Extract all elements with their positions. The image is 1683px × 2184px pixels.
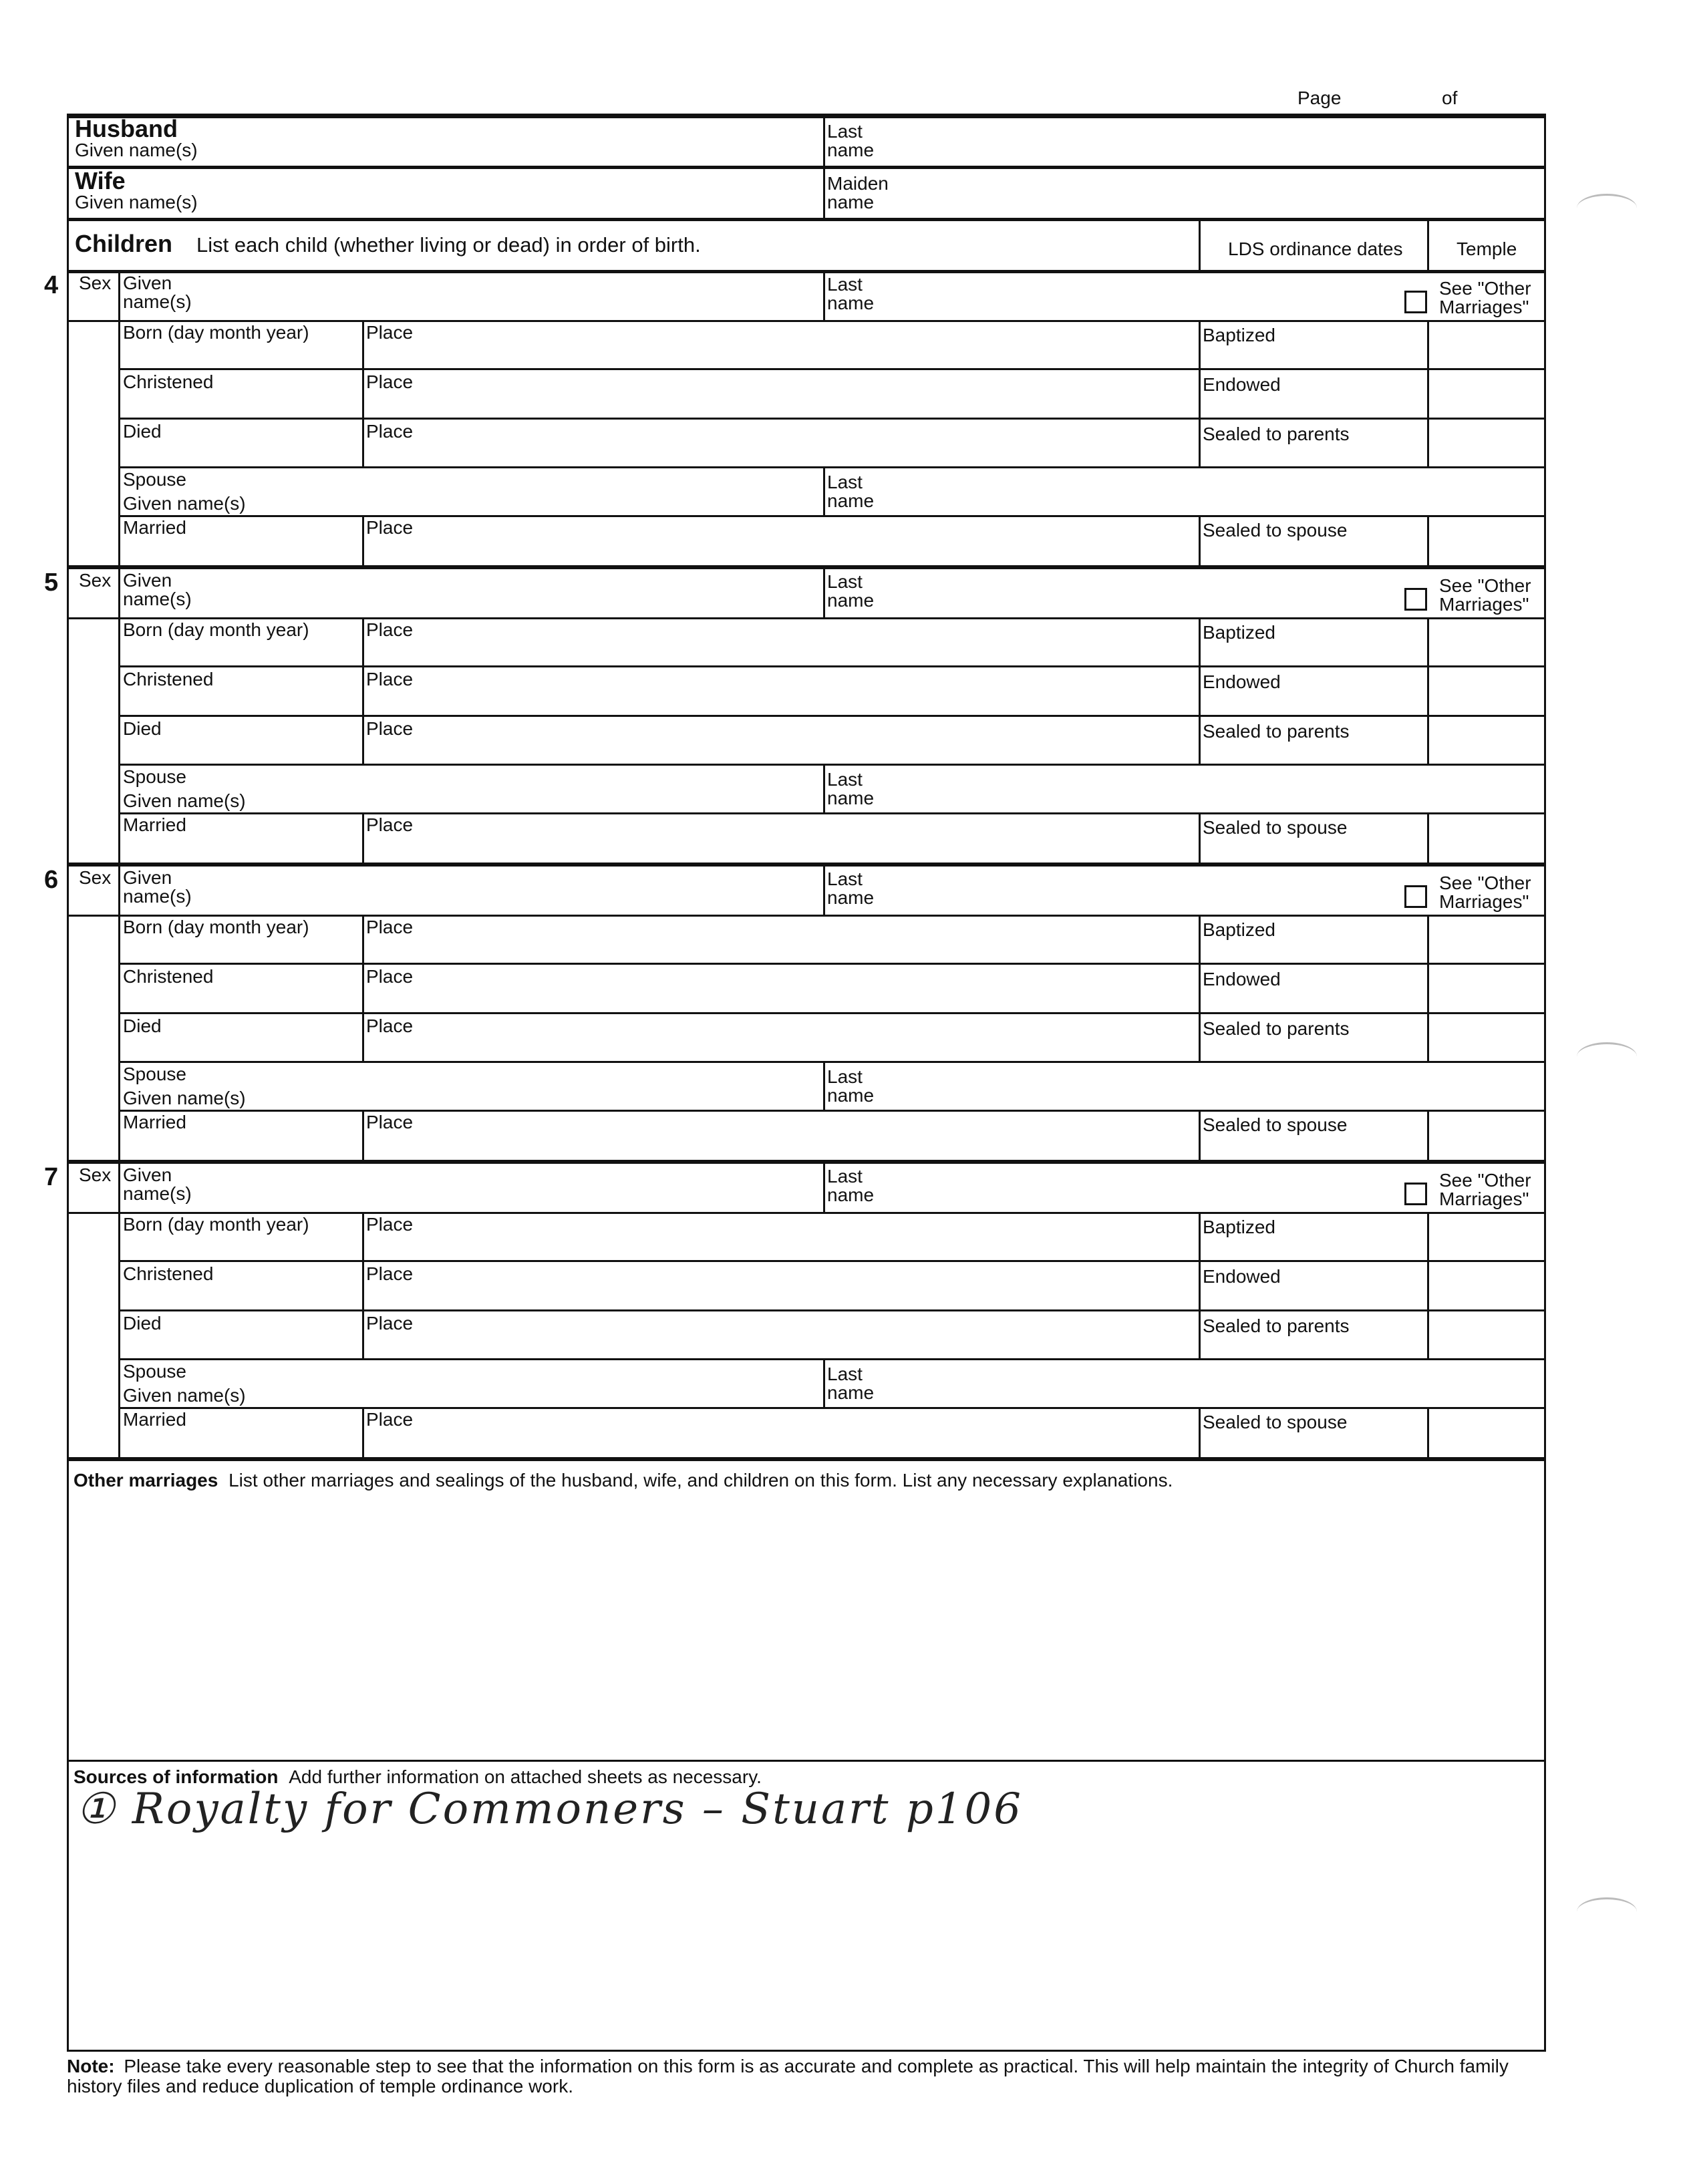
- children-instruction: List each child (whether living or dead) in order of birth.: [196, 233, 701, 257]
- see-other-marriages-checkbox[interactable]: [1404, 1183, 1427, 1205]
- spouse-last-label: Last: [827, 472, 863, 492]
- child-last-field[interactable]: [895, 868, 1390, 911]
- page-label: Page: [1297, 88, 1342, 108]
- sealed-spouse-temple-field[interactable]: [1430, 1112, 1542, 1158]
- baptized-date-field[interactable]: [1201, 620, 1426, 665]
- married-date-field[interactable]: [120, 815, 359, 861]
- christened-date-field[interactable]: [120, 1263, 359, 1308]
- note-line-1: [67, 2056, 1509, 2076]
- died-bottom-line: [120, 764, 1546, 766]
- temple-label: Temple: [1457, 239, 1517, 259]
- child-given-label-2: name(s): [123, 589, 192, 609]
- sealed-parents-label: Sealed to parents: [1203, 721, 1350, 742]
- child-last-label: Last: [827, 571, 863, 592]
- child-last-label-2: name: [827, 590, 875, 611]
- col-divider: [362, 1212, 364, 1358]
- child-sex-field[interactable]: [69, 293, 118, 320]
- christened-label: Christened: [123, 1263, 214, 1284]
- child-given-label: Given: [123, 867, 172, 888]
- child-number: 5: [44, 569, 59, 597]
- christened-place-label: Place: [366, 1263, 414, 1284]
- child-last-label: Last: [827, 1166, 863, 1187]
- lds-divider: [1199, 221, 1201, 272]
- sealed-parents-temple-field[interactable]: [1430, 718, 1542, 763]
- husband-given-label: Given name(s): [75, 140, 198, 160]
- sealed-parents-temple-field[interactable]: [1430, 1015, 1542, 1060]
- child-sex-label: Sex: [79, 570, 112, 591]
- endowed-label: Endowed: [1203, 969, 1281, 989]
- see-other-marriages-checkbox[interactable]: [1404, 885, 1427, 908]
- sealed-parents-label: Sealed to parents: [1203, 424, 1350, 444]
- married-place-field[interactable]: [365, 815, 1196, 861]
- married-date-field[interactable]: [120, 1410, 359, 1455]
- husband-last-label-2: name: [827, 140, 875, 160]
- husband-last-label: Last: [827, 121, 863, 142]
- married-temple-divider: [1427, 1407, 1429, 1458]
- wife-bottom-border: [67, 218, 1546, 221]
- spouse-given-label: Given name(s): [123, 1088, 246, 1108]
- christened-date-field[interactable]: [120, 668, 359, 714]
- born-bottom-line: [120, 963, 1546, 965]
- spouse-given-field[interactable]: [281, 1362, 815, 1406]
- married-ordinance-divider: [1199, 1110, 1201, 1160]
- child-sex-label: Sex: [79, 867, 112, 888]
- see-other-marriages-label: See "Other: [1439, 1170, 1531, 1191]
- wife-maiden-label: Maiden: [827, 173, 889, 194]
- sealed-spouse-date-field[interactable]: [1201, 815, 1426, 861]
- child-block: [0, 1164, 1683, 1461]
- married-label: Married: [123, 1112, 186, 1132]
- see-other-marriages-checkbox[interactable]: [1404, 291, 1427, 313]
- sealed-spouse-label: Sealed to spouse: [1203, 1114, 1348, 1135]
- married-col-divider: [362, 515, 364, 566]
- wife-title: Wife: [75, 167, 126, 194]
- christened-bottom-line: [120, 715, 1546, 717]
- child-number: 6: [44, 866, 59, 894]
- spouse-given-field[interactable]: [281, 470, 815, 514]
- married-place-label: Place: [366, 1409, 414, 1430]
- born-bottom-line: [120, 665, 1546, 667]
- child-last-label-2: name: [827, 1185, 875, 1205]
- married-place-field[interactable]: [365, 1112, 1196, 1158]
- child-last-label-2: name: [827, 887, 875, 908]
- child-sex-field[interactable]: [69, 1185, 118, 1212]
- baptized-label: Baptized: [1203, 622, 1275, 643]
- child-block: [0, 569, 1683, 867]
- other-marriages-title: Other marriages: [73, 1470, 218, 1491]
- born-place-label: Place: [366, 619, 414, 640]
- spouse-divider: [823, 1358, 825, 1408]
- sealed-parents-date-field[interactable]: [1201, 1015, 1426, 1060]
- wife-given-field[interactable]: [281, 170, 815, 216]
- married-label: Married: [123, 1409, 186, 1430]
- child-sex-field[interactable]: [69, 888, 118, 915]
- christened-place-field[interactable]: [365, 1263, 1196, 1308]
- born-place-label: Place: [366, 322, 414, 343]
- child-sex-label: Sex: [79, 1164, 112, 1185]
- sealed-spouse-label: Sealed to spouse: [1203, 817, 1348, 838]
- died-place-field[interactable]: [365, 1312, 1196, 1358]
- endowed-date-field[interactable]: [1201, 371, 1426, 416]
- spouse-last-field[interactable]: [895, 767, 1537, 811]
- husband-bottom-border: [67, 166, 1546, 169]
- husband-title: Husband: [75, 115, 178, 142]
- christened-place-label: Place: [366, 966, 414, 987]
- temple-col-divider: [1427, 1212, 1429, 1358]
- child-given-field[interactable]: [227, 571, 815, 613]
- died-place-label: Place: [366, 421, 414, 442]
- born-label: Born (day month year): [123, 322, 309, 343]
- spouse-last-field[interactable]: [895, 470, 1537, 514]
- baptized-temple-field[interactable]: [1430, 1215, 1542, 1260]
- husband-given-field[interactable]: [281, 118, 815, 163]
- endowed-date-field[interactable]: [1201, 1263, 1426, 1308]
- see-other-marriages-label-2: Marriages": [1439, 1189, 1529, 1209]
- sources-handwritten-entry: ① Royalty for Commoners – Stuart p106: [76, 1784, 1023, 1834]
- christened-label: Christened: [123, 669, 214, 689]
- sealed-parents-date-field[interactable]: [1201, 1312, 1426, 1358]
- spouse-given-label: Given name(s): [123, 790, 246, 811]
- col-divider: [362, 617, 364, 764]
- died-place-field[interactable]: [365, 420, 1196, 466]
- note-line-2: history files and reduce duplication of temple ordinance work.: [67, 2076, 573, 2096]
- married-temple-divider: [1427, 515, 1429, 566]
- baptized-label: Baptized: [1203, 919, 1275, 940]
- other-marriages-section: [67, 1462, 1546, 1760]
- child-last-field[interactable]: [895, 571, 1390, 613]
- sealed-parents-label: Sealed to parents: [1203, 1315, 1350, 1336]
- christened-place-label: Place: [366, 669, 414, 689]
- christened-label: Christened: [123, 371, 214, 392]
- form-bottom-border: [67, 2050, 1546, 2052]
- born-place-field[interactable]: [365, 1215, 1196, 1260]
- see-other-marriages-label-2: Marriages": [1439, 297, 1529, 317]
- lds-ordinance-label: LDS ordinance dates: [1228, 239, 1403, 259]
- spouse-label: Spouse: [123, 469, 186, 490]
- christened-bottom-line: [120, 1309, 1546, 1311]
- born-date-field[interactable]: [120, 323, 359, 368]
- spouse-divider: [823, 764, 825, 813]
- christened-date-field[interactable]: [120, 965, 359, 1011]
- child-given-field[interactable]: [227, 273, 815, 316]
- child-last-field[interactable]: [895, 1165, 1390, 1208]
- born-place-field[interactable]: [365, 620, 1196, 665]
- born-place-label: Place: [366, 1214, 414, 1235]
- see-other-marriages-label: See "Other: [1439, 278, 1531, 299]
- child-last-label: Last: [827, 274, 863, 295]
- endowed-date-field[interactable]: [1201, 668, 1426, 714]
- sealed-spouse-label: Sealed to spouse: [1203, 1412, 1348, 1432]
- died-place-label: Place: [366, 1313, 414, 1334]
- endowed-label: Endowed: [1203, 671, 1281, 692]
- died-date-field[interactable]: [120, 1015, 359, 1060]
- married-temple-divider: [1427, 1110, 1429, 1160]
- see-other-marriages-label-2: Marriages": [1439, 594, 1529, 615]
- sealed-spouse-temple-field[interactable]: [1430, 518, 1542, 563]
- spouse-divider: [823, 1061, 825, 1110]
- ordinance-divider: [1199, 1212, 1201, 1358]
- other-marriages-instruction: List other marriages and sealings of the husband, wife, and children on this form. List any necessary explanations.: [228, 1470, 1173, 1491]
- sealed-spouse-date-field[interactable]: [1201, 1112, 1426, 1158]
- endowed-label: Endowed: [1203, 1266, 1281, 1287]
- wife-maiden-label-2: name: [827, 192, 875, 212]
- married-date-field[interactable]: [120, 518, 359, 563]
- spouse-last-label: Last: [827, 1364, 863, 1384]
- married-ordinance-divider: [1199, 515, 1201, 566]
- sources-section: [67, 1762, 1546, 2052]
- baptized-date-field[interactable]: [1201, 1215, 1426, 1260]
- child-given-divider: [823, 569, 825, 617]
- baptized-label: Baptized: [1203, 1217, 1275, 1237]
- husband-divider: [823, 118, 825, 166]
- spouse-label: Spouse: [123, 766, 186, 787]
- spouse-label: Spouse: [123, 1361, 186, 1382]
- spouse-bottom-line: [120, 1110, 1546, 1112]
- died-bottom-line: [120, 466, 1546, 468]
- born-place-field[interactable]: [365, 323, 1196, 368]
- spouse-bottom-line: [120, 812, 1546, 814]
- died-label: Died: [123, 1313, 162, 1334]
- temple-divider: [1427, 221, 1429, 272]
- spouse-last-label: Last: [827, 1066, 863, 1087]
- sealed-parents-temple-field[interactable]: [1430, 420, 1542, 466]
- died-place-field[interactable]: [365, 718, 1196, 763]
- sealed-spouse-temple-field[interactable]: [1430, 1410, 1542, 1455]
- baptized-date-field[interactable]: [1201, 917, 1426, 963]
- child-given-divider: [823, 1164, 825, 1212]
- married-label: Married: [123, 517, 186, 538]
- endowed-temple-field[interactable]: [1430, 965, 1542, 1011]
- married-col-divider: [362, 1110, 364, 1160]
- died-bottom-line: [120, 1061, 1546, 1063]
- sources-instruction: Add further information on attached sheets as necessary.: [289, 1766, 762, 1787]
- sealed-spouse-temple-field[interactable]: [1430, 815, 1542, 861]
- child-block: [0, 272, 1683, 569]
- wife-divider: [823, 169, 825, 218]
- child-last-label: Last: [827, 869, 863, 889]
- other-marriages-heading: [73, 1470, 1173, 1491]
- punch-hole-mark: [1577, 194, 1637, 222]
- endowed-temple-field[interactable]: [1430, 371, 1542, 416]
- child-given-label: Given: [123, 1164, 172, 1185]
- sealed-parents-temple-field[interactable]: [1430, 1312, 1542, 1358]
- born-place-field[interactable]: [365, 917, 1196, 963]
- born-date-field[interactable]: [120, 1215, 359, 1260]
- sealed-parents-date-field[interactable]: [1201, 718, 1426, 763]
- married-place-label: Place: [366, 517, 414, 538]
- christened-place-label: Place: [366, 371, 414, 392]
- spouse-last-label: Last: [827, 769, 863, 790]
- spouse-given-label: Given name(s): [123, 493, 246, 514]
- child-number: 4: [44, 271, 59, 299]
- wife-given-label: Given name(s): [75, 192, 198, 212]
- col-divider: [362, 915, 364, 1061]
- temple-col-divider: [1427, 617, 1429, 764]
- see-other-marriages-checkbox[interactable]: [1404, 588, 1427, 611]
- children-title: Children: [75, 230, 173, 257]
- child-given-label: Given: [123, 570, 172, 591]
- ordinance-divider: [1199, 320, 1201, 466]
- see-other-marriages-label: See "Other: [1439, 575, 1531, 596]
- died-date-field[interactable]: [120, 1312, 359, 1358]
- child-given-divider: [823, 867, 825, 915]
- died-label: Died: [123, 718, 162, 739]
- sealed-spouse-date-field[interactable]: [1201, 1410, 1426, 1455]
- died-label: Died: [123, 421, 162, 442]
- spouse-last-label-2: name: [827, 1382, 875, 1403]
- child-last-field[interactable]: [895, 273, 1390, 316]
- died-place-label: Place: [366, 1016, 414, 1036]
- note-label: Note:: [67, 2056, 115, 2076]
- endowed-date-field[interactable]: [1201, 965, 1426, 1011]
- spouse-given-field[interactable]: [281, 1064, 815, 1108]
- ordinance-divider: [1199, 617, 1201, 764]
- spouse-given-label: Given name(s): [123, 1385, 246, 1406]
- married-col-divider: [362, 1407, 364, 1458]
- child-number: 7: [44, 1163, 59, 1191]
- christened-place-field[interactable]: [365, 371, 1196, 416]
- child-given-label-2: name(s): [123, 1183, 192, 1204]
- christened-place-field[interactable]: [365, 965, 1196, 1011]
- endowed-temple-field[interactable]: [1430, 1263, 1542, 1308]
- spouse-given-field[interactable]: [281, 767, 815, 811]
- endowed-temple-field[interactable]: [1430, 668, 1542, 714]
- child-given-label-2: name(s): [123, 291, 192, 312]
- husband-last-field[interactable]: [895, 118, 1537, 163]
- spouse-bottom-line: [120, 515, 1546, 517]
- died-place-field[interactable]: [365, 1015, 1196, 1060]
- child-given-label: Given: [123, 273, 172, 293]
- spouse-last-label-2: name: [827, 788, 875, 808]
- note-text-1: Please take every reasonable step to see that the information on this form is as accurate and complete as practical. This will help maintain the integrity of Church family: [124, 2056, 1509, 2076]
- spouse-divider: [823, 466, 825, 516]
- married-col-divider: [362, 812, 364, 863]
- endowed-label: Endowed: [1203, 374, 1281, 395]
- christened-date-field[interactable]: [120, 371, 359, 416]
- born-bottom-line: [120, 1260, 1546, 1262]
- died-place-label: Place: [366, 718, 414, 739]
- sealed-parents-date-field[interactable]: [1201, 420, 1426, 466]
- child-block-bottom: [67, 1457, 1546, 1461]
- sources-field[interactable]: [71, 1791, 1541, 2045]
- married-place-field[interactable]: [365, 518, 1196, 563]
- see-other-marriages-label-2: Marriages": [1439, 891, 1529, 912]
- child-given-field[interactable]: [227, 1165, 815, 1208]
- temple-col-divider: [1427, 320, 1429, 466]
- baptized-date-field[interactable]: [1201, 323, 1426, 368]
- col-divider: [362, 320, 364, 466]
- wife-maiden-field[interactable]: [895, 170, 1537, 216]
- sealed-parents-label: Sealed to parents: [1203, 1018, 1350, 1039]
- child-given-label-2: name(s): [123, 886, 192, 907]
- born-bottom-line: [120, 368, 1546, 370]
- born-date-field[interactable]: [120, 620, 359, 665]
- spouse-last-label-2: name: [827, 490, 875, 511]
- christened-place-field[interactable]: [365, 668, 1196, 714]
- died-bottom-line: [120, 1358, 1546, 1360]
- born-place-label: Place: [366, 917, 414, 937]
- temple-col-divider: [1427, 915, 1429, 1061]
- baptized-temple-field[interactable]: [1430, 917, 1542, 963]
- christened-label: Christened: [123, 966, 214, 987]
- child-given-divider: [823, 272, 825, 320]
- sealed-spouse-label: Sealed to spouse: [1203, 520, 1348, 540]
- married-label: Married: [123, 814, 186, 835]
- spouse-last-field[interactable]: [895, 1362, 1537, 1406]
- spouse-bottom-line: [120, 1407, 1546, 1409]
- baptized-temple-field[interactable]: [1430, 323, 1542, 368]
- sources-title: Sources of information: [73, 1766, 279, 1787]
- died-label: Died: [123, 1016, 162, 1036]
- died-date-field[interactable]: [120, 718, 359, 763]
- child-sex-label: Sex: [79, 273, 112, 293]
- spouse-last-label-2: name: [827, 1085, 875, 1106]
- other-marriages-field[interactable]: [71, 1495, 1541, 1755]
- married-date-field[interactable]: [120, 1112, 359, 1158]
- married-temple-divider: [1427, 812, 1429, 863]
- born-label: Born (day month year): [123, 917, 309, 937]
- child-block: [0, 867, 1683, 1164]
- married-place-label: Place: [366, 1112, 414, 1132]
- ordinance-divider: [1199, 915, 1201, 1061]
- baptized-temple-field[interactable]: [1430, 620, 1542, 665]
- born-label: Born (day month year): [123, 619, 309, 640]
- married-place-field[interactable]: [365, 1410, 1196, 1455]
- baptized-label: Baptized: [1203, 325, 1275, 345]
- child-sex-field[interactable]: [69, 591, 118, 617]
- died-date-field[interactable]: [120, 420, 359, 466]
- christened-bottom-line: [120, 418, 1546, 420]
- child-given-field[interactable]: [227, 868, 815, 911]
- married-ordinance-divider: [1199, 1407, 1201, 1458]
- christened-bottom-line: [120, 1012, 1546, 1014]
- child-last-label-2: name: [827, 293, 875, 313]
- punch-hole-mark: [1577, 1897, 1637, 1926]
- spouse-label: Spouse: [123, 1064, 186, 1084]
- sealed-spouse-date-field[interactable]: [1201, 518, 1426, 563]
- spouse-last-field[interactable]: [895, 1064, 1537, 1108]
- see-other-marriages-label: See "Other: [1439, 873, 1531, 893]
- born-label: Born (day month year): [123, 1214, 309, 1235]
- of-label: of: [1442, 88, 1458, 108]
- married-place-label: Place: [366, 814, 414, 835]
- born-date-field[interactable]: [120, 917, 359, 963]
- married-ordinance-divider: [1199, 812, 1201, 863]
